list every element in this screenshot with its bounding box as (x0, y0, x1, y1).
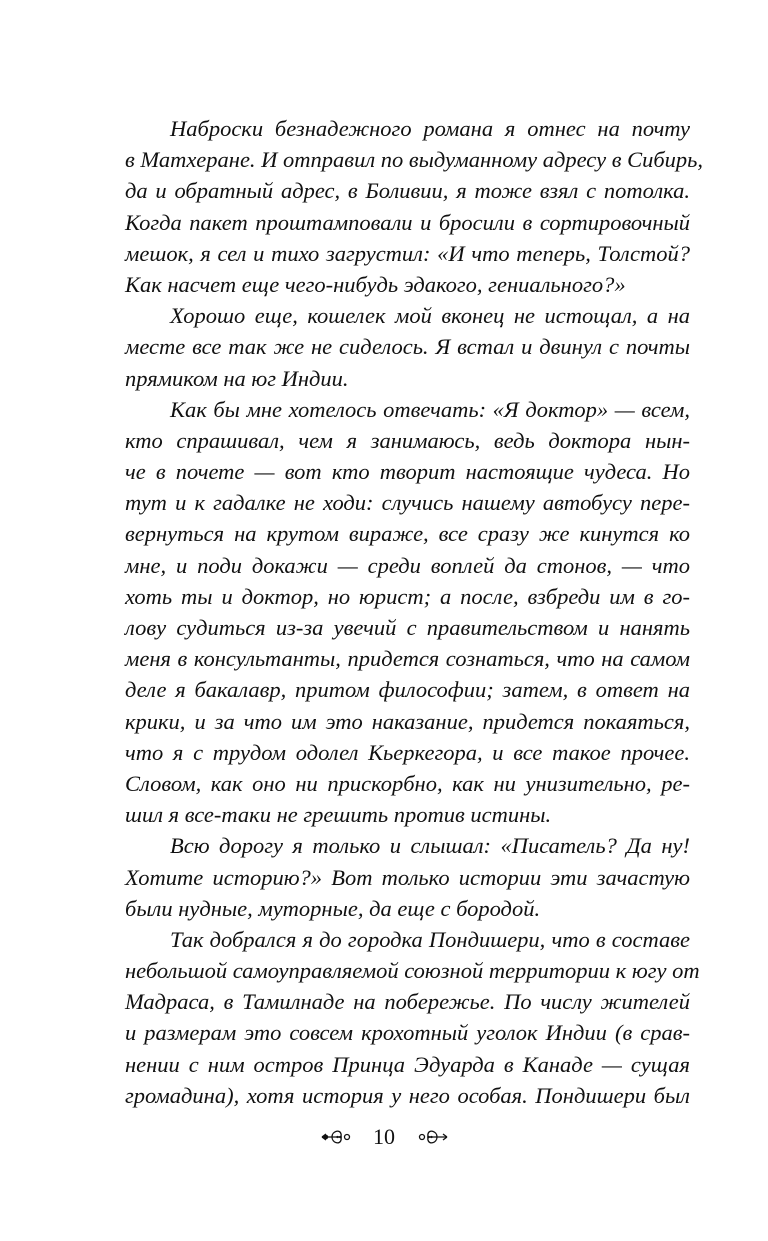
text-line: Наброски безнадежного романа я отнес на почту (170, 116, 690, 141)
fleuron-right-icon (415, 1125, 449, 1149)
text-line: вернуться на крутом вираже, все сразу же кинутся ко (125, 521, 690, 547)
text-line: были нудные, муторные, да еще с бородой. (125, 895, 541, 921)
text-line: Так добрался я до городка Пондишери, что в составе (170, 926, 690, 952)
text-line: Как бы мне хотелось отвечать: «Я доктор» — всем, (170, 396, 690, 422)
text-line: нении с ним остров Принца Эдуарда в Канаде — сущая (125, 1051, 690, 1077)
text-line: Словом, как оно ни прискорбно, как ни унизительно, ре- (125, 770, 690, 796)
page-footer (0, 1122, 768, 1150)
text-line: тут и к гадалке не ходи: случись нашему автобусу пере- (125, 490, 690, 516)
text-line: Хорошо еще, кошелек мой вконец не истощал, а на (170, 303, 690, 329)
text-line: лову судиться из-за увечий с правительством и нанять (125, 615, 690, 640)
text-line: прямиком на юг Индии. (125, 365, 349, 391)
text-line: Когда пакет проштамповали и бросили в сортировочный (125, 209, 690, 235)
text-line: Как насчет еще чего-нибудь эдакого, гениального?» (125, 271, 626, 297)
text-line: мешок, я сел и тихо загрустил: «И что теперь, Толстой? (125, 240, 690, 266)
text-line: мне, и поди докажи — среди воплей да стонов, — что (125, 552, 690, 578)
text-line: громадина), хотя история у него особая. Пондишери был (125, 1082, 690, 1108)
text-line: деле я бакалавр, притом философии; затем, в ответ на (125, 677, 690, 703)
text-line: че в почете — вот кто творит настоящие чудеса. Но (125, 459, 690, 485)
paragraph (125, 924, 700, 1111)
paragraph (125, 300, 690, 394)
text-line: Мадраса, в Тамилнаде на побережье. По числу жителей (125, 989, 690, 1015)
text-line: месте все так же не сиделось. Я встал и двинул с почты (125, 334, 690, 360)
text-line: и размерам это совсем крохотный уголок Индии (в срав- (125, 1020, 690, 1046)
text-line: в Матхеране. И отправил по выдуманному адресу в Сибирь, (125, 147, 704, 173)
page-number: 10 (373, 1123, 395, 1149)
paragraph (125, 830, 690, 924)
text-line: что я с трудом одолел Кьеркегора, и все такое прочее. (125, 739, 690, 765)
text-line: небольшой самоуправляемой союзной территории к югу от (125, 958, 700, 984)
text-line: хоть ты и доктор, но юрист; а после, взбреди им в го- (125, 583, 690, 609)
fleuron-left-icon (320, 1125, 354, 1149)
text-line: Всю дорогу я только и слышал: «Писатель? Да ну! (170, 833, 690, 859)
text-line: кто спрашивал, чем я занимаюсь, ведь доктора нын- (125, 427, 690, 453)
text-line: шил я все-таки не грешить против истины. (125, 802, 552, 828)
text-line: крики, и за что им это наказание, придется покаяться, (125, 708, 690, 734)
paragraph (125, 113, 704, 300)
text-line: Хотите историю?» Вот только истории эти зачастую (125, 864, 690, 890)
body-text (125, 113, 704, 1111)
text-line: да и обратный адрес, в Боливии, я тоже взял с потолка. (125, 178, 690, 204)
text-line: меня в консультанты, придется сознаться, что на самом (125, 646, 690, 672)
paragraph (125, 394, 690, 831)
